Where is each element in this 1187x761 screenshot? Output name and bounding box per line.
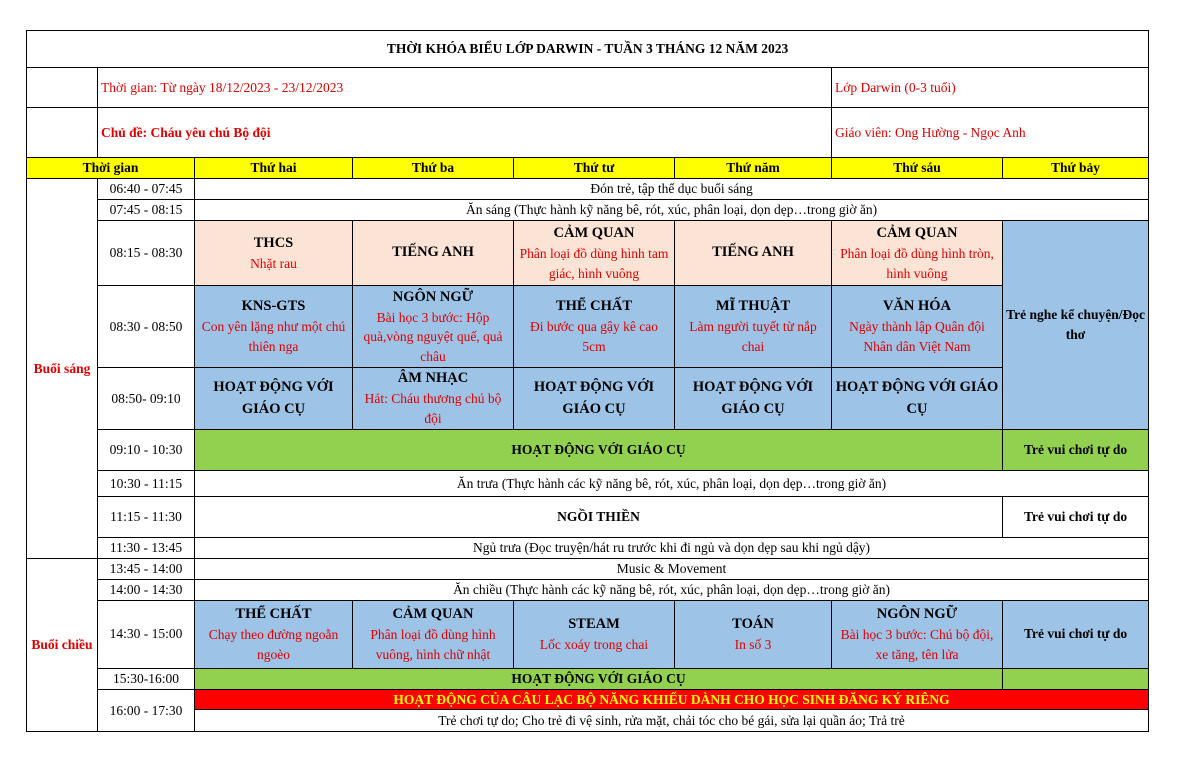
lesson-subject: HOẠT ĐỘNG VỚI GIÁO CỤ [213,379,334,417]
timetable [26,30,1149,732]
row-1600b [27,710,1149,732]
lesson-detail: Đi bước qua gậy kê cao 5cm [529,319,659,354]
header-row [27,158,1149,179]
lesson-subject: TIẾNG ANH [392,244,474,261]
lesson-detail: Ngày thành lập Quân đội Nhân dân Việt Nam [849,319,985,354]
lesson-subject: HOẠT ĐỘNG VỚI GIÁO CỤ [835,379,999,417]
lesson-subject: TOÁN [732,615,774,632]
lesson-detail: Nhặt rau [250,255,297,271]
header-tuesday: Thứ ba [353,158,514,179]
lesson-cell [675,600,832,668]
lesson-detail: Chạy theo đường ngoằn ngoèo [208,627,339,662]
lesson-cell [514,286,675,368]
row-1130 [27,538,1149,559]
saturday-free-play: Trẻ vui chơi tự do [1003,430,1149,471]
row-1115 [27,497,1149,538]
lesson-subject: TIẾNG ANH [712,244,794,261]
breakfast-cell: Ăn sáng (Thực hành kỹ năng bê, rót, xúc, phân loại, dọn dẹp…trong giờ ăn) [195,200,1149,221]
lesson-cell [514,368,675,430]
lesson-cell [675,368,832,430]
lesson-cell [353,286,514,368]
nap-cell: Ngủ trưa (Đọc truyện/hát ru trước khi đi ngủ và dọn dẹp sau khi ngủ dậy) [195,538,1149,559]
header-thursday: Thứ năm [675,158,832,179]
row-0830 [27,286,1149,368]
time-cell: 07:45 - 08:15 [98,200,195,221]
lesson-cell [353,368,514,430]
lesson-detail: Lốc xoáy trong chai [539,636,649,652]
meditation-cell: NGỒI THIỀN [195,497,1003,538]
header-monday: Thứ hai [195,158,353,179]
header-friday: Thứ sáu [832,158,1003,179]
lesson-detail: In số 3 [734,636,772,652]
lesson-cell [353,600,514,668]
lesson-subject: ÂM NHẠC [397,370,469,387]
header-saturday: Thứ bảy [1003,158,1149,179]
time-cell: 13:45 - 14:00 [98,559,195,580]
time-cell: 08:15 - 08:30 [98,221,195,286]
theme: Chủ đề: Cháu yêu chú Bộ đội [98,108,832,158]
lesson-subject: KNS-GTS [241,298,306,315]
lesson-cell [832,368,1003,430]
lesson-subject: HOẠT ĐỘNG VỚI GIÁO CỤ [533,379,655,417]
info-row-2 [27,108,1149,158]
row-1400 [27,579,1149,600]
time-cell: 09:10 - 10:30 [98,430,195,471]
lesson-subject: CẢM QUAN [392,605,474,622]
lesson-cell [832,286,1003,368]
lesson-subject: CẢM QUAN [876,224,958,241]
lesson-detail: Phân loại đồ dùng hình tròn, hình vuông [840,245,994,281]
time-cell: 15:30-16:00 [98,668,195,689]
lesson-cell [195,368,353,430]
time-cell: 08:50- 09:10 [98,368,195,430]
lesson-detail: Bài học 3 bước: Hộp quà,vòng nguyệt quế, quả châu [363,309,503,364]
music-cell: Music & Movement [195,559,1149,580]
time-cell: 06:40 - 07:45 [98,179,195,200]
teachers: Giáo viên: Ong Hường - Ngọc Anh [832,108,1149,158]
time-cell: 11:15 - 11:30 [98,497,195,538]
time-cell: 08:30 - 08:50 [98,286,195,368]
lesson-cell [514,600,675,668]
row-1430 [27,600,1149,668]
lesson-detail: Phân loại đồ dùng hình vuông, hình chữ nhật [370,627,496,662]
time-cell: 14:00 - 14:30 [98,579,195,600]
lesson-cell [195,286,353,368]
saturday-free-play: Trẻ vui chơi tự do [1003,497,1149,538]
lesson-cell [514,221,675,286]
session-afternoon: Buổi chiều [27,559,98,732]
lesson-cell [195,600,353,668]
lesson-detail: Bài học 3 bước: Chú bộ đội, xe tăng, tên lửa [840,627,994,662]
lesson-subject: CẢM QUAN [553,224,635,241]
title-row [27,31,1149,68]
lesson-detail: Phân loại đồ dùng hình tam giác, hình vuông [519,245,669,281]
class-name: Lớp Darwin (0-3 tuổi) [832,68,1149,108]
time-cell: 10:30 - 11:15 [98,471,195,497]
lesson-subject: THỂ CHẤT [555,298,633,315]
row-0815 [27,221,1149,286]
row-0640 [27,179,1149,200]
lesson-cell [832,600,1003,668]
row-1600 [27,689,1149,710]
time-cell: 16:00 - 17:30 [98,689,195,732]
row-0745 [27,200,1149,221]
lesson-subject: THỂ CHẤT [235,605,312,622]
lesson-subject: HOẠT ĐỘNG VỚI GIÁO CỤ [692,379,814,417]
lesson-cell [195,221,353,286]
header-wednesday: Thứ tư [514,158,675,179]
snack-cell: Ăn chiều (Thực hành các kỹ năng bê, rót, xúc, phân loại, dọn dẹp…trong giờ ăn) [195,579,1149,600]
activity-tools-cell: HOẠT ĐỘNG VỚI GIÁO CỤ [195,430,1003,471]
saturday-story-cell: Trẻ nghe kể chuyện/Đọc thơ [1003,221,1149,430]
activity-tools-cell: HOẠT ĐỘNG VỚI GIÁO CỤ [195,668,1003,689]
row-0910 [27,430,1149,471]
session-morning: Buổi sáng [27,179,98,559]
lesson-detail: Làm người tuyết từ nắp chai [689,319,817,354]
club-banner: HOẠT ĐỘNG CỦA CÂU LẠC BỘ NĂNG KHIẾU DÀNH CHO HỌC SINH ĐĂNG KÝ RIÊNG [195,689,1149,710]
time-cell: 14:30 - 15:00 [98,600,195,668]
lesson-cell [353,221,514,286]
lesson-subject: MĨ THUẬT [715,298,791,315]
row-0850 [27,368,1149,430]
time-range: Thời gian: Từ ngày 18/12/2023 - 23/12/2023 [98,68,832,108]
time-cell: 11:30 - 13:45 [98,538,195,559]
lesson-cell [675,286,832,368]
lesson-subject: NGÔN NGỮ [876,605,958,622]
lesson-cell [832,221,1003,286]
lesson-detail: Hát: Cháu thương chú bộ đội [364,391,502,426]
row-1530 [27,668,1149,689]
row-1345 [27,559,1149,580]
info-row-1 [27,68,1149,108]
lesson-cell [675,221,832,286]
header-time: Thời gian [27,158,195,179]
lesson-subject: NGÔN NGỮ [392,288,474,305]
row-1030 [27,471,1149,497]
lesson-subject: THCS [253,234,294,251]
free-play-cell: Trẻ chơi tự do; Cho trẻ đi vệ sinh, rửa mặt, chải tóc cho bé gái, sửa lại quần áo; Trả trẻ [195,710,1149,732]
lesson-subject: VĂN HÓA [882,298,952,315]
arrival-cell: Đón trẻ, tập thể dục buổi sáng [195,179,1149,200]
page-title: THỜI KHÓA BIỂU LỚP DARWIN - TUẦN 3 THÁNG 12 NĂM 2023 [27,31,1149,68]
lesson-subject: STEAM [568,615,620,632]
saturday-free-play: Trẻ vui chơi tự do [1003,600,1149,668]
lunch-cell: Ăn trưa (Thực hành các kỹ năng bê, rót, xúc, phân loại, dọn dẹp…trong giờ ăn) [195,471,1149,497]
lesson-detail: Con yên lặng như một chú thiên nga [201,319,346,354]
